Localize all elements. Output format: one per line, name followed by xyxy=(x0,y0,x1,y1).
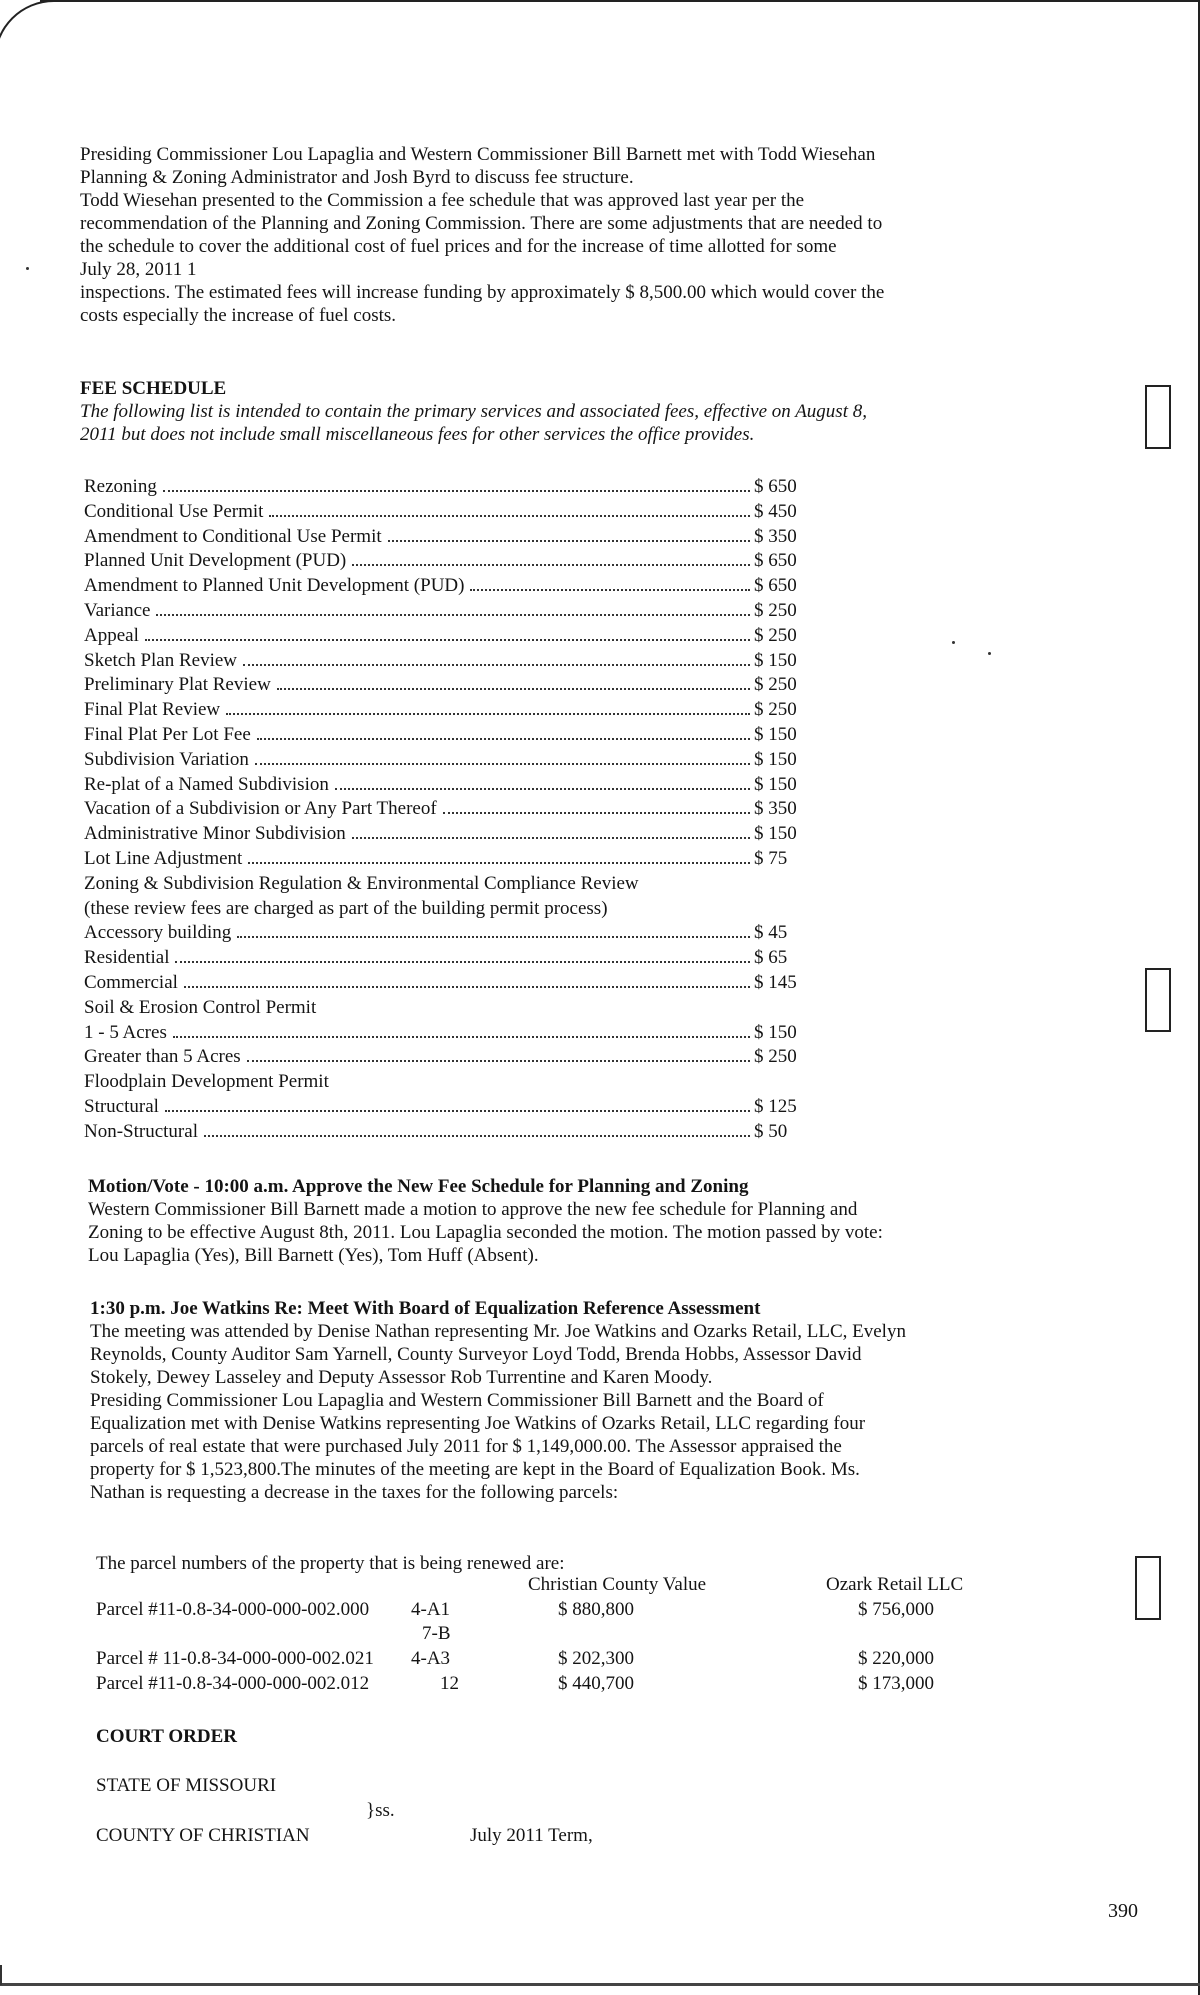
equalization-line: Nathan is requesting a decrease in the taxes for the following parcels: xyxy=(90,1482,619,1503)
fee-row xyxy=(84,599,804,624)
fee-row xyxy=(84,624,804,649)
fee-label: Sketch Plan Review xyxy=(84,649,238,671)
dot-leader xyxy=(443,811,750,814)
court-order-ss: }ss. xyxy=(366,1800,395,1821)
column-header-ozark: Ozark Retail LLC xyxy=(826,1574,964,1595)
intro-date-line: July 28, 2011 1 xyxy=(80,259,197,280)
dot-leader xyxy=(255,762,750,765)
equalization-line: The meeting was attended by Denise Nathan representing Mr. Joe Watkins and Ozarks Retail, LLC, Evelyn xyxy=(90,1321,906,1342)
fee-label: Amendment to Conditional Use Permit xyxy=(84,525,382,547)
dot-leader xyxy=(470,588,750,591)
fee-row xyxy=(84,475,804,500)
scan-speck xyxy=(988,652,991,655)
fee-amount: $ 250 xyxy=(754,699,797,721)
dot-leader xyxy=(247,1059,750,1062)
fee-label: Final Plat Review xyxy=(84,699,221,721)
equalization-line: parcels of real estate that were purchased July 2011 for $ 1,149,000.00. The Assessor appraised the xyxy=(90,1436,842,1457)
fee-label: 1 - 5 Acres xyxy=(84,1021,167,1043)
county-value: $ 440,700 xyxy=(558,1673,634,1694)
equalization-line: Presiding Commissioner Lou Lapaglia and Western Commissioner Bill Barnett and the Board of xyxy=(90,1390,824,1411)
page-number: 390 xyxy=(1108,1900,1138,1922)
dot-leader xyxy=(257,737,750,740)
parcel-code-secondary: 7-B xyxy=(422,1623,451,1644)
intro-line: Planning & Zoning Administrator and Josh Byrd to discuss fee structure. xyxy=(80,167,634,188)
fee-label: Residential xyxy=(84,947,170,969)
county-value: $ 880,800 xyxy=(558,1599,634,1620)
fee-label: Non-Structural xyxy=(84,1120,198,1142)
intro-line: the schedule to cover the additional cost of fuel prices and for the increase of time allotted for some xyxy=(80,236,837,257)
margin-bracket xyxy=(1135,1556,1161,1620)
fee-label: Rezoning xyxy=(84,476,157,497)
dot-leader xyxy=(352,563,750,566)
dot-leader xyxy=(226,712,750,715)
fee-label: Subdivision Variation xyxy=(84,748,249,770)
equalization-line: Reynolds, County Auditor Sam Yarnell, County Surveyor Loyd Todd, Brenda Hobbs, Assessor David xyxy=(90,1344,862,1365)
fee-row xyxy=(84,847,804,872)
fee-row xyxy=(84,773,804,798)
fee-row xyxy=(84,549,804,574)
fee-label: Final Plat Per Lot Fee xyxy=(84,723,251,745)
fee-amount: $ 350 xyxy=(754,525,797,547)
fee-amount: $ 150 xyxy=(754,723,797,745)
fee-row xyxy=(84,822,804,847)
fee-amount: $ 65 xyxy=(754,947,788,969)
dot-leader xyxy=(165,1109,750,1112)
zoning-review-heading: Zoning & Subdivision Regulation & Environmental Compliance Review xyxy=(84,872,639,894)
fee-label: Vacation of a Subdivision or Any Part Thereof xyxy=(84,798,437,820)
equalization-line: Stokely, Dewey Lasseley and Deputy Assessor Rob Turrentine and Karen Moody. xyxy=(90,1367,713,1388)
dot-leader xyxy=(156,613,750,616)
dot-leader xyxy=(204,1134,750,1137)
parcel-code: 4-A1 xyxy=(411,1599,451,1620)
fee-amount: $ 150 xyxy=(754,649,797,671)
fee-row xyxy=(84,971,804,996)
scan-speck xyxy=(952,641,955,644)
floodplain-heading: Floodplain Development Permit xyxy=(84,1071,329,1093)
scan-border-corner-bottom xyxy=(0,1965,42,1985)
fee-amount: $ 450 xyxy=(754,500,797,522)
motion-line: Lou Lapaglia (Yes), Bill Barnett (Yes), Tom Huff (Absent). xyxy=(88,1245,539,1266)
dot-leader xyxy=(248,861,750,864)
fee-label: Preliminary Plat Review xyxy=(84,674,271,696)
dot-leader xyxy=(184,985,750,988)
motion-line: Zoning to be effective August 8th, 2011. Lou Lapaglia seconded the motion. The motion passed by vote: xyxy=(88,1222,883,1243)
ozark-value: $ 173,000 xyxy=(858,1673,934,1694)
county-value: $ 202,300 xyxy=(558,1648,634,1669)
dot-leader xyxy=(269,514,750,517)
motion-heading: Motion/Vote - 10:00 a.m. Approve the New Fee Schedule for Planning and Zoning xyxy=(88,1176,749,1197)
fee-amount: $ 250 xyxy=(754,1046,797,1068)
fee-amount: $ 150 xyxy=(754,748,797,770)
court-order-state: STATE OF MISSOURI xyxy=(96,1775,277,1796)
dot-leader xyxy=(243,663,750,666)
fee-amount: $ 75 xyxy=(754,847,788,869)
equalization-heading: 1:30 p.m. Joe Watkins Re: Meet With Board of Equalization Reference Assessment xyxy=(90,1298,761,1319)
dot-leader xyxy=(163,489,750,492)
fee-row xyxy=(84,673,804,698)
parcel-code: 12 xyxy=(440,1673,459,1694)
ozark-value: $ 756,000 xyxy=(858,1599,934,1620)
intro-line: costs especially the increase of fuel costs. xyxy=(80,305,397,326)
fee-amount: $ 650 xyxy=(754,575,797,597)
court-order-heading: COURT ORDER xyxy=(96,1726,237,1747)
intro-line: recommendation of the Planning and Zoning Commission. There are some adjustments that are needed to xyxy=(80,213,883,234)
dot-leader xyxy=(277,687,750,690)
fee-schedule-note: The following list is intended to contain the primary services and associated fees, effective on August 8, xyxy=(80,401,867,422)
fee-label: Appeal xyxy=(84,624,139,646)
fee-row xyxy=(84,500,804,525)
fee-amount: $ 650 xyxy=(754,550,797,572)
fee-schedule-header xyxy=(80,377,1040,446)
fee-label: Greater than 5 Acres xyxy=(84,1046,241,1068)
fee-row xyxy=(84,525,804,550)
fee-label: Amendment to Planned Unit Development (PUD) xyxy=(84,575,465,597)
dot-leader xyxy=(173,1035,750,1038)
fee-row xyxy=(84,574,804,599)
fee-row xyxy=(84,921,804,946)
fee-row xyxy=(84,946,804,971)
parcel-intro: The parcel numbers of the property that is being renewed are: xyxy=(96,1553,565,1574)
fee-amount: $ 250 xyxy=(754,674,797,696)
scan-border-top xyxy=(40,0,1200,2)
column-header-county: Christian County Value xyxy=(528,1574,707,1595)
intro-line: inspections. The estimated fees will increase funding by approximately $ 8,500.00 which would cover the xyxy=(80,282,885,303)
fee-row xyxy=(84,797,804,822)
fee-label: Commercial xyxy=(84,971,178,993)
fee-label: Conditional Use Permit xyxy=(84,500,264,522)
fee-row xyxy=(84,1021,804,1046)
fee-label: Re-plat of a Named Subdivision xyxy=(84,773,329,795)
ozark-value: $ 220,000 xyxy=(858,1648,934,1669)
margin-bracket xyxy=(1145,385,1171,449)
soil-erosion-heading: Soil & Erosion Control Permit xyxy=(84,996,317,1018)
fee-label: Structural xyxy=(84,1095,159,1117)
court-order-county: COUNTY OF CHRISTIAN xyxy=(96,1825,310,1846)
fee-amount: $ 50 xyxy=(754,1120,788,1142)
fee-row xyxy=(84,649,804,674)
dot-leader xyxy=(175,960,750,963)
equalization-line: property for $ 1,523,800.The minutes of the meeting are kept in the Board of Equalization Book. Ms. xyxy=(90,1459,860,1480)
intro-paragraph xyxy=(80,143,1040,327)
dot-leader xyxy=(237,935,750,938)
parcel-number: Parcel #11-0.8-34-000-000-002.000 xyxy=(96,1599,370,1620)
fee-label: Accessory building xyxy=(84,922,232,944)
dot-leader xyxy=(352,836,750,839)
court-order-term: July 2011 Term, xyxy=(470,1825,593,1846)
fee-row xyxy=(84,723,804,748)
motion-line: Western Commissioner Bill Barnett made a motion to approve the new fee schedule for Planning and xyxy=(88,1199,858,1220)
fee-schedule-list xyxy=(84,475,804,1145)
fee-amount: $ 350 xyxy=(754,798,797,820)
dot-leader xyxy=(388,539,750,542)
fee-label: Variance xyxy=(84,599,151,621)
scan-border-bottom xyxy=(0,1983,1200,1986)
dot-leader xyxy=(145,638,750,641)
fee-label: Administrative Minor Subdivision xyxy=(84,823,346,845)
equalization-section xyxy=(90,1297,1050,1504)
fee-amount: $ 650 xyxy=(754,476,797,497)
fee-amount: $ 250 xyxy=(754,599,797,621)
fee-amount: $ 45 xyxy=(754,922,788,944)
parcel-number: Parcel #11-0.8-34-000-000-002.012 xyxy=(96,1673,370,1694)
fee-row xyxy=(84,698,804,723)
fee-row xyxy=(84,1095,804,1120)
intro-line: Presiding Commissioner Lou Lapaglia and Western Commissioner Bill Barnett met with Todd Wiesehan xyxy=(80,144,876,165)
fee-amount: $ 145 xyxy=(754,971,797,993)
scan-speck xyxy=(26,267,29,270)
fee-amount: $ 150 xyxy=(754,1021,797,1043)
fee-amount: $ 125 xyxy=(754,1095,797,1117)
scan-border-corner xyxy=(0,0,56,62)
equalization-line: Equalization met with Denise Watkins representing Joe Watkins of Ozarks Retail, LLC regarding four xyxy=(90,1413,866,1434)
zoning-review-note: (these review fees are charged as part of the building permit process) xyxy=(84,897,608,919)
parcel-number: Parcel # 11-0.8-34-000-000-002.021 xyxy=(96,1648,374,1669)
fee-schedule-note: 2011 but does not include small miscellaneous fees for other services the office provides. xyxy=(80,424,755,445)
intro-line: Todd Wiesehan presented to the Commission a fee schedule that was approved last year per the xyxy=(80,190,805,211)
fee-schedule-title: FEE SCHEDULE xyxy=(80,378,227,399)
fee-label: Lot Line Adjustment xyxy=(84,847,243,869)
fee-row xyxy=(84,1120,804,1145)
fee-amount: $ 250 xyxy=(754,624,797,646)
margin-bracket xyxy=(1145,968,1171,1032)
fee-row xyxy=(84,748,804,773)
motion-section xyxy=(88,1175,1048,1267)
fee-amount: $ 150 xyxy=(754,773,797,795)
fee-row xyxy=(84,1045,804,1070)
fee-label: Planned Unit Development (PUD) xyxy=(84,550,347,572)
parcel-code: 4-A3 xyxy=(411,1648,451,1669)
dot-leader xyxy=(335,787,750,790)
fee-amount: $ 150 xyxy=(754,823,797,845)
